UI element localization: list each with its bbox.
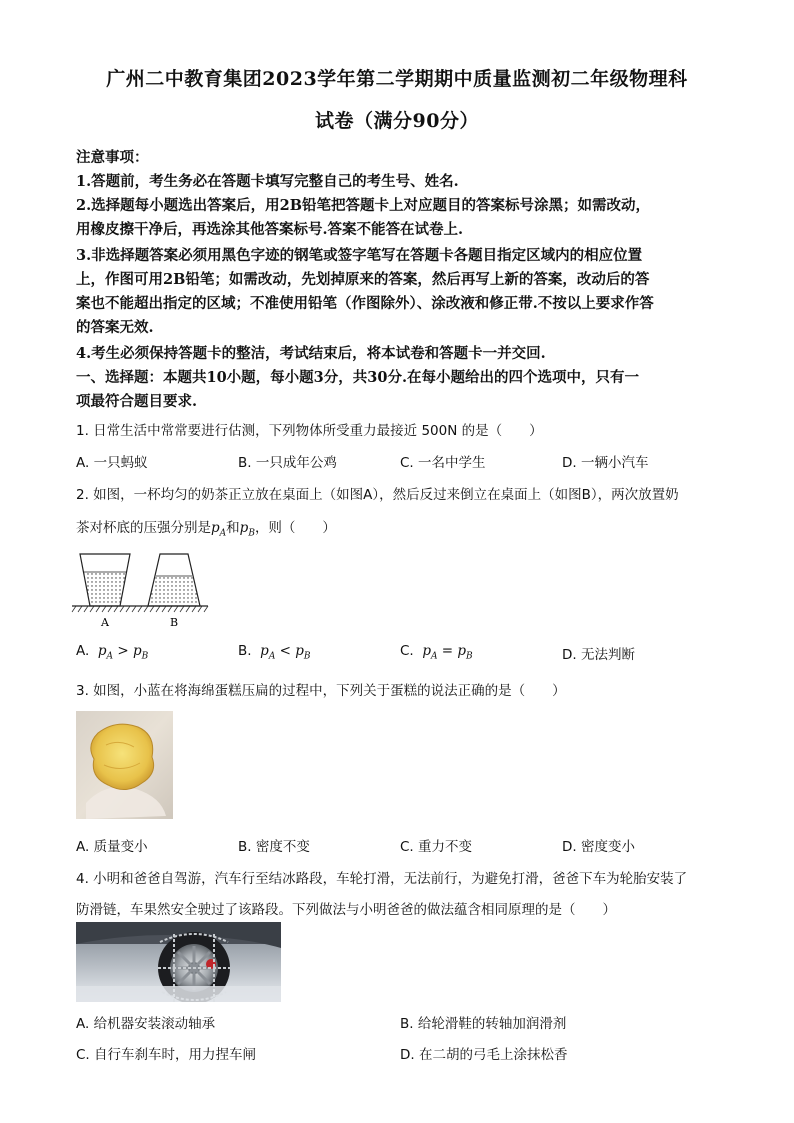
notice-line-7: 的答案无效. <box>76 319 154 336</box>
section1-heading-line1: 一、选择题：本题共10小题，每小题3分，共30分.在每小题给出的四个选项中，只有一 <box>76 369 639 386</box>
q2-pa-symbol: $p_A$ <box>211 520 227 539</box>
q4-option-d: D. 在二胡的弓毛上涂抹松香 <box>400 1047 568 1063</box>
q1-stem: 1. 日常生活中常常要进行估测，下列物体所受重力最接近 500N 的是（ ） <box>76 423 543 439</box>
q3-stem: 3. 如图，小蓝在将海绵蛋糕压扁的过程中，下列关于蛋糕的说法正确的是（ ） <box>76 683 566 699</box>
exam-title-line2: 试卷（满分90分） <box>315 110 479 132</box>
notice-line-6: 案也不能超出指定的区域；不准使用铅笔（作图除外）、涂改液和修正带.不按以上要求作答 <box>76 295 654 312</box>
notice-heading: 注意事项： <box>76 149 149 166</box>
q2-cups-figure <box>70 548 220 630</box>
notice-line-2: 2.选择题每小题选出答案后，用2B铅笔把答题卡上对应题目的答案标号涂黑；如需改动， <box>76 197 650 214</box>
notice-line-3: 用橡皮擦干净后，再选涂其他答案标号.答案不能答在试卷上. <box>76 221 464 238</box>
q2-cup-b-liquid <box>148 576 200 606</box>
q2-stem-line2 <box>76 516 726 539</box>
q2-option-b: B. $p_A < p_B$ <box>238 643 311 662</box>
q2-table-hatching <box>72 606 208 612</box>
q4-option-a: A. 给机器安装滚动轴承 <box>76 1016 216 1032</box>
q2-option-a: A. $p_A > p_B$ <box>76 643 149 662</box>
exam-title-line1: 广州二中教育集团2023学年第二学期期中质量监测初二年级物理科 <box>106 68 688 90</box>
q2-stem-line1: 2. 如图，一杯均匀的奶茶正立放在桌面上（如图A），然后反过来倒立在桌面上（如图B），两次放置奶 <box>76 487 679 503</box>
q2-stem-text-mid: 和 <box>226 520 240 536</box>
q3-option-c: C. 重力不变 <box>400 839 473 855</box>
notice-line-4: 3.非选择题答案必须用黑色字迹的钢笔或签字笔写在答题卡各题目指定区域内的相应位置 <box>76 247 643 264</box>
q4-stem-line2: 防滑链，车果然安全驶过了该路段。下列做法与小明爸爸的做法蕴含相同原理的是（ ） <box>76 902 616 918</box>
q2-option-d: D. 无法判断 <box>562 647 635 663</box>
q4-option-b: B. 给轮滑鞋的转轴加润滑剂 <box>400 1016 567 1032</box>
q2-stem-text-post: ，则（ ） <box>254 520 336 536</box>
q2-fig-label-b: B <box>169 616 179 629</box>
notice-line-5: 上，作图可用2B铅笔；如需改动，先划掉原来的答案，然后再写上新的答案，改动后的答 <box>76 271 650 288</box>
q1-option-b: B. 一只成年公鸡 <box>238 455 337 471</box>
q4-option-c: C. 自行车刹车时，用力捏车闸 <box>76 1047 257 1063</box>
q2-pb-symbol: $p_B$ <box>239 520 255 539</box>
q2-option-c: C. $p_A = p_B$ <box>400 643 473 662</box>
section1-heading-line2: 项最符合题目要求. <box>76 393 198 410</box>
q1-option-c: C. 一名中学生 <box>400 455 486 471</box>
q2-stem-text-pre: 茶对杯底的压强分别是 <box>76 520 211 536</box>
q2-cup-a-liquid <box>84 572 126 606</box>
notice-line-8: 4.考生必须保持答题卡的整洁，考试结束后，将本试卷和答题卡一并交回. <box>76 345 546 362</box>
q3-option-b: B. 密度不变 <box>238 839 310 855</box>
q3-option-d: D. 密度变小 <box>562 839 635 855</box>
q3-option-a: A. 质量变小 <box>76 839 148 855</box>
q1-option-d: D. 一辆小汽车 <box>562 455 649 471</box>
notice-line-1: 1.答题前，考生务必在答题卡填写完整自己的考生号、姓名. <box>76 173 459 190</box>
q4-tire-chain-photo <box>76 922 281 1002</box>
q4-stem-line1: 4. 小明和爸爸自驾游，汽车行至结冰路段，车轮打滑，无法前行，为避免打滑，爸爸下车为轮胎安装了 <box>76 871 688 887</box>
q2-fig-label-a: A <box>101 616 109 629</box>
q1-option-a: A. 一只蚂蚁 <box>76 455 148 471</box>
q3-cake-photo <box>76 711 173 819</box>
